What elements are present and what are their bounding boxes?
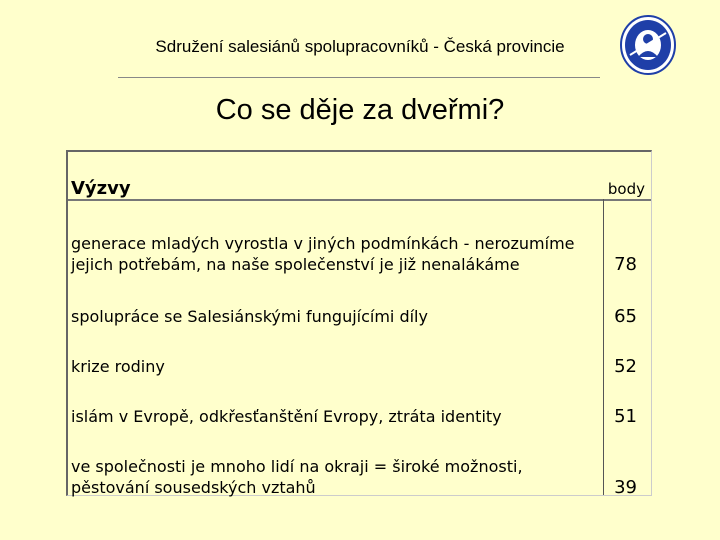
challenges-table (66, 150, 652, 496)
header-points: body (607, 180, 645, 198)
table-row (68, 201, 651, 275)
table-row (68, 377, 651, 427)
row-text: generace mladých vyrostla v jiných podmínkách - nerozumíme jejich potřebám, na naše společenství je již nenalákáme (71, 234, 575, 274)
row-text: spolupráce se Salesiánskými fungujícími díly (71, 307, 428, 326)
row-value: 51 (614, 406, 637, 427)
salesian-logo (620, 15, 676, 75)
row-value: 39 (614, 477, 637, 498)
row-value: 52 (614, 356, 637, 377)
row-text: ve společnosti je mnoho lidí na okraji = široké možnosti, pěstování sousedských vztahů (71, 457, 523, 497)
header-title: Sdružení salesiánů spolupracovníků - Česká provincie (155, 37, 565, 56)
row-value: 65 (614, 306, 637, 327)
header-divider (118, 77, 600, 78)
table-row (68, 427, 651, 498)
row-text: krize rodiny (71, 357, 165, 376)
table-row (68, 275, 651, 327)
header-challenges: Výzvy (71, 178, 131, 199)
row-text: islám v Evropě, odkřesťanštění Evropy, ztráta identity (71, 407, 502, 426)
slide-title: Co se děje za dveřmi? (215, 94, 505, 126)
table-row (68, 327, 651, 377)
row-value: 78 (614, 254, 637, 275)
table-header (68, 152, 651, 201)
